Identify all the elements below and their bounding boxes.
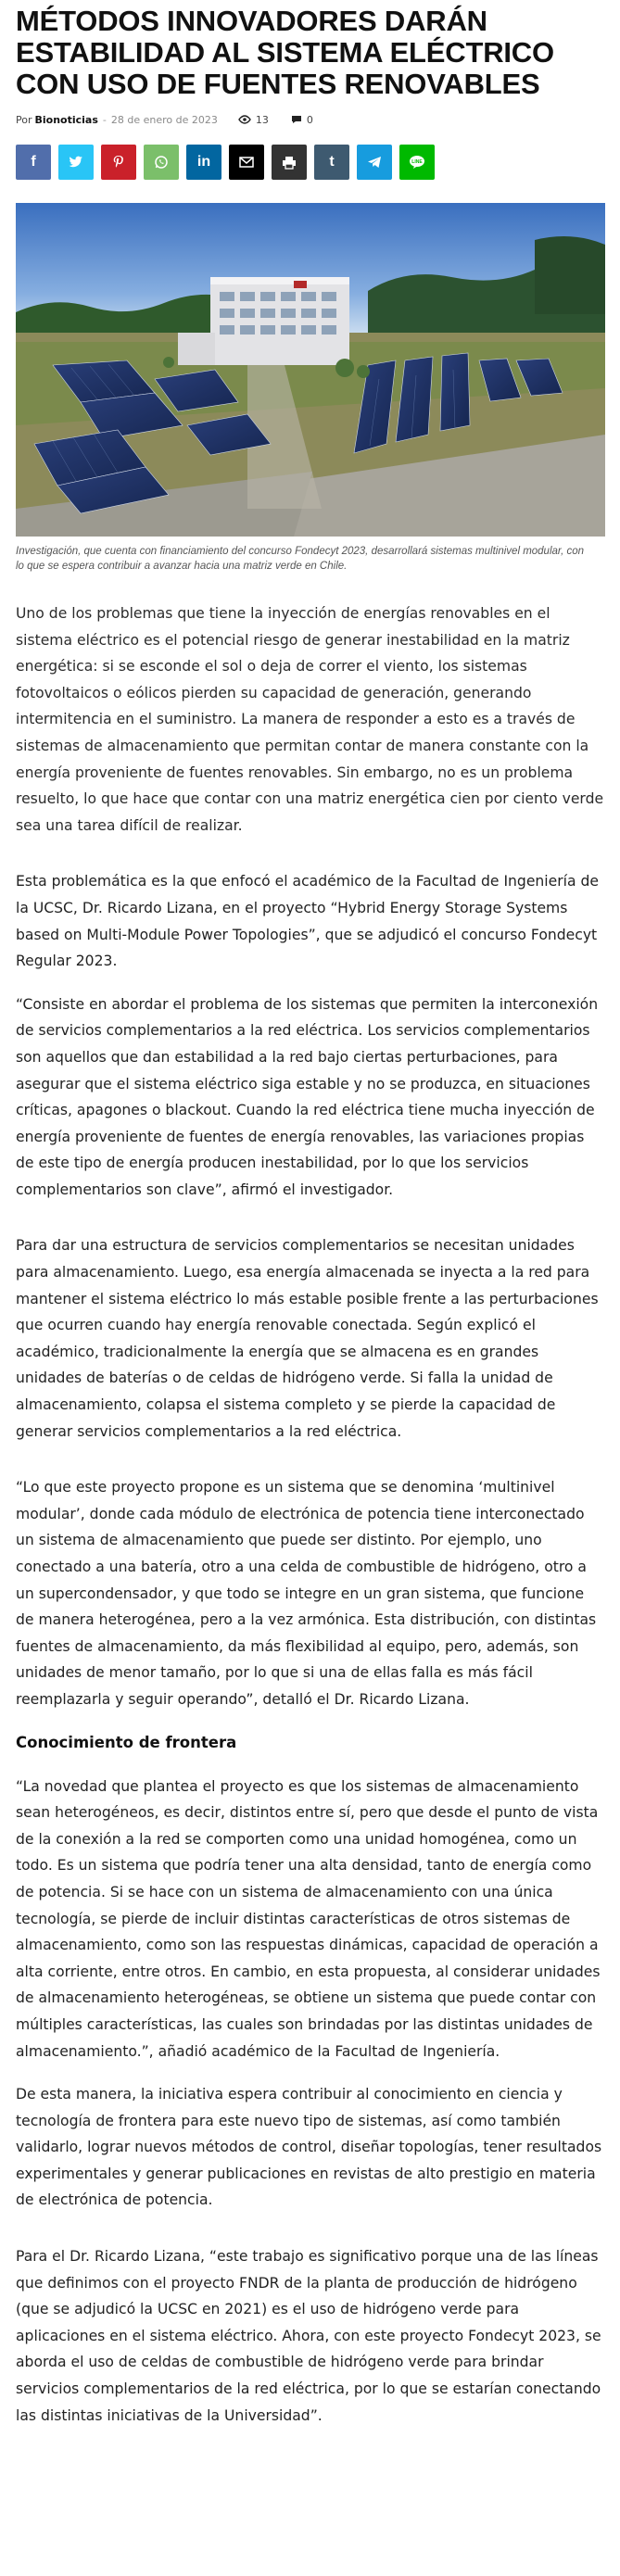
paragraph: De esta manera, la iniciativa espera contribuir al conocimiento en ciencia y tecnología de frontera para este nuevo tipo de sistemas, así como también validarlo, lograr nuevos métodos de control, diseñar topologías, tener resultados experimentales y generar publicaciones en revistas de alto prestigio en materia de electrónica de potencia. <box>16 2086 602 2209</box>
meta-separator: - <box>102 113 107 126</box>
tumblr-icon: t <box>329 154 335 170</box>
twitter-share-button[interactable] <box>58 145 94 180</box>
comment-icon <box>291 115 302 124</box>
pinterest-share-button[interactable] <box>101 145 136 180</box>
image-caption: Investigación, que cuenta con financiamiento del concurso Fondecyt 2023, desarrollará sistemas multinivel modular, con lo que se espera contribuir a avanzar hacia una matriz verde en Chile. <box>16 546 585 572</box>
views-count <box>238 114 269 126</box>
share-bar <box>16 145 604 180</box>
line-share-button[interactable] <box>399 145 435 180</box>
telegram-icon <box>367 156 382 169</box>
section-subheading: Conocimiento de frontera <box>16 1733 237 1751</box>
views-value: 13 <box>255 113 269 126</box>
tumblr-share-button[interactable] <box>314 145 349 180</box>
eye-icon <box>238 115 251 124</box>
author-link[interactable]: Bionoticias <box>34 113 98 126</box>
printer-icon <box>282 156 297 170</box>
whatsapp-share-button[interactable] <box>144 145 179 180</box>
paragraph: “Consiste en abordar el problema de los sistemas que permiten la interconexión de servicios complementarios a la red eléctrica. Los servicios complementarios son aquellos que dan estabilidad a la red bajo ciertas perturbaciones, para asegurar que el sistema eléctrico siga estable y no se produzca, en situaciones críticas, apagones o blackout. Cuando la red eléctrica tiene mucha inyección de energía proveniente de fuentes de energía renovables, las variaciones propias de este tipo de energía producen inestabilidad, por lo que los servicios complementarios son clave”, afirmó el investigador. <box>16 995 599 1198</box>
paragraph: Para el Dr. Ricardo Lizana, “este trabajo es significativo porque una de las líneas que definimos con el proyecto FNDR de la planta de producción de hidrógeno (que se adjudicó la UCSC en 2021) es el uso de hidrógeno verde para aplicaciones en el sistema eléctrico. Ahora, con este proyecto Fondecyt 2023, se aborda el uso de celdas de combustible de hidrógeno verde para brindar servicios complementarios de la red eléctrica, por lo que se estarían conectando las distintas iniciativas de la Universidad”. <box>16 2248 601 2424</box>
linkedin-icon: in <box>196 154 211 170</box>
pinterest-icon <box>112 155 125 170</box>
paragraph: Esta problemática es la que enfocó el académico de la Facultad de Ingeniería de la UCSC, Dr. Ricardo Lizana, en el proyecto “Hybrid Energy Storage Systems based on Multi-Module Power Topologies”, que se adjudicó el concurso Fondecyt Regular 2023. <box>16 873 599 970</box>
whatsapp-icon <box>154 155 169 170</box>
print-button[interactable] <box>272 145 307 180</box>
line-icon <box>409 155 425 170</box>
email-share-button[interactable] <box>229 145 264 180</box>
by-label: Por <box>16 113 32 126</box>
article-featured-image <box>16 203 605 537</box>
telegram-share-button[interactable] <box>357 145 392 180</box>
linkedin-share-button[interactable] <box>186 145 221 180</box>
envelope-icon <box>239 157 254 168</box>
paragraph: Para dar una estructura de servicios complementarios se necesitan unidades para almacenamiento. Luego, esa energía almacenada se inyecta a la red para mantener el sistema eléctrico lo más estable posible frente a las perturbaciones que ocurren cuando hay energía renovable conectada. Según explicó el académico, tradicionalmente la energía que se almacena es en grandes unidades de baterías o de celdas de hidrógeno verde. Si falla la unidad de almacenamiento, colapsa el sistema completo y se pierde la capacidad de generar servicios complementarios a la red eléctrica. <box>16 1237 599 1440</box>
solar-plant-photo <box>16 203 605 537</box>
comments-link[interactable] <box>291 114 313 126</box>
paragraph: “La novedad que plantea el proyecto es que los sistemas de almacenamiento sean heterogéneos, es decir, distintos entre sí, pero que desde el punto de vista de la conexión a la red se comporten como una unidad homogénea, como un todo. Es un sistema que podría tener una alta densidad, tanto de energía como de potencia. Si se hace con un sistema de almacenamiento con una única tecnología, se pierde de incluir distintas características de otros sistemas de almacenamiento, como son las respuestas dinámicas, capacidad de operación a alta corriente, entre otros. En cambio, en esta propuesta, al considerar unidades de almacenamiento heterogéneas, se obtiene un sistema que puede contar con múltiples características, las cuales son brindadas por las distintas unidades de almacenamiento.”, añadió académico de la Facultad de Ingeniería. <box>16 1777 601 2060</box>
facebook-share-button[interactable] <box>16 145 51 180</box>
article-meta <box>16 111 604 128</box>
paragraph: “Lo que este proyecto propone es un sistema que se denomina ‘multinivel modular’, donde cada módulo de electrónica de potencia tiene interconectado un sistema de almacenamiento que puede ser distinto. Por ejemplo, uno conectado a una batería, otro a una celda de combustible de hidrógeno, otro a un supercondensador, y que todo se integre en un gran sistema, que funcione de manera heterogénea, pero a la vez armónica. Esta distribución, con distintas fuentes de almacenamiento, da más flexibilidad al equipo, pero, además, son unidades de menor tamaño, por lo que si una de ellas falla es más fácil reemplazarla y seguir operando”, detalló el Dr. Ricardo Lizana. <box>16 1479 597 1708</box>
publish-date: 28 de enero de 2023 <box>110 113 218 126</box>
paragraph: Uno de los problemas que tiene la inyección de energías renovables en el sistema eléctrico es el potencial riesgo de generar inestabilidad en la matriz energética: si se esconde el sol o deja de correr el viento, los sistemas fotovoltaicos o eólicos pierden su capacidad de generación, generando intermitencia en el suministro. La manera de responder a esto es a través de sistemas de almacenamiento que permitan contar de manera constante con la energía proveniente de fuentes renovables. Sin embargo, no es un problema resuelto, lo que hace que contar con una matriz energética cien por ciento verde sea una tarea difícil de realizar. <box>16 605 604 834</box>
article-title: MÉTODOS INNOVADORES DARÁN ESTABILIDAD AL SISTEMA ELÉCTRICO CON USO DE FUENTES RENOVABLES <box>16 5 554 100</box>
article-body <box>16 600 604 2429</box>
comments-value: 0 <box>306 113 313 126</box>
twitter-icon <box>69 156 83 169</box>
facebook-icon: f <box>31 154 36 170</box>
svg-text:LINE: LINE <box>411 159 423 165</box>
